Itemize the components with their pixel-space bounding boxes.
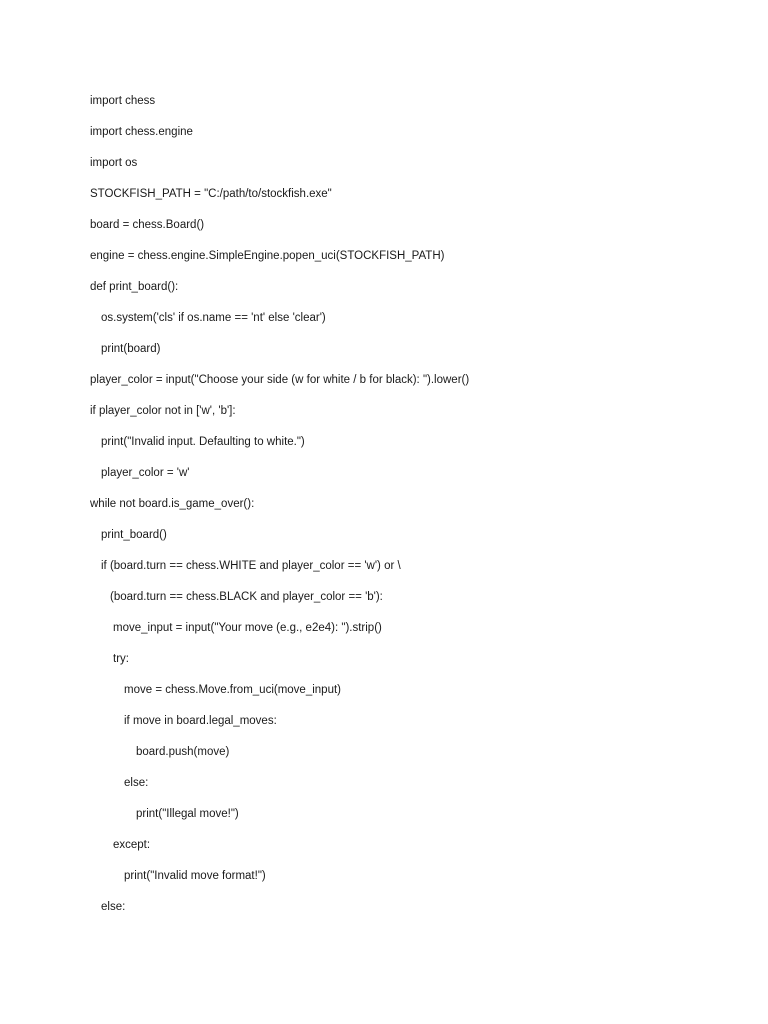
code-line: board.push(move): [136, 746, 230, 758]
code-line: move_input = input("Your move (e.g., e2e4): ").strip(): [113, 622, 382, 634]
code-line: move = chess.Move.from_uci(move_input): [124, 684, 341, 696]
code-line: if player_color not in ['w', 'b']:: [90, 405, 236, 417]
code-line: import chess.engine: [90, 126, 193, 138]
code-line: board = chess.Board(): [90, 219, 205, 231]
code-line: player_color = 'w': [101, 467, 190, 479]
code-line: import chess: [90, 95, 156, 107]
code-line: os.system('cls' if os.name == 'nt' else 'clear'): [101, 312, 326, 324]
code-line: try:: [113, 653, 129, 665]
code-line: STOCKFISH_PATH = "C:/path/to/stockfish.exe": [90, 188, 332, 200]
code-line: print("Invalid input. Defaulting to white."): [101, 436, 305, 448]
code-line: print("Invalid move format!"): [124, 870, 266, 882]
code-line: if move in board.legal_moves:: [124, 715, 277, 727]
code-line: player_color = input("Choose your side (w for white / b for black): ").lower(): [90, 374, 470, 386]
code-line: engine = chess.engine.SimpleEngine.popen_uci(STOCKFISH_PATH): [90, 250, 445, 262]
code-line: else:: [101, 901, 126, 913]
code-line: except:: [113, 839, 151, 851]
code-line: print("Illegal move!"): [136, 808, 239, 820]
code-line: def print_board():: [90, 281, 179, 293]
code-line: (board.turn == chess.BLACK and player_color == 'b'):: [110, 591, 383, 603]
code-line: if (board.turn == chess.WHITE and player_color == 'w') or \: [101, 560, 401, 572]
code-line: print(board): [101, 343, 161, 355]
code-line: else:: [124, 777, 149, 789]
code-listing: [90, 92, 730, 929]
code-line: import os: [90, 157, 138, 169]
code-line: while not board.is_game_over():: [90, 498, 255, 510]
code-line: print_board(): [101, 529, 167, 541]
